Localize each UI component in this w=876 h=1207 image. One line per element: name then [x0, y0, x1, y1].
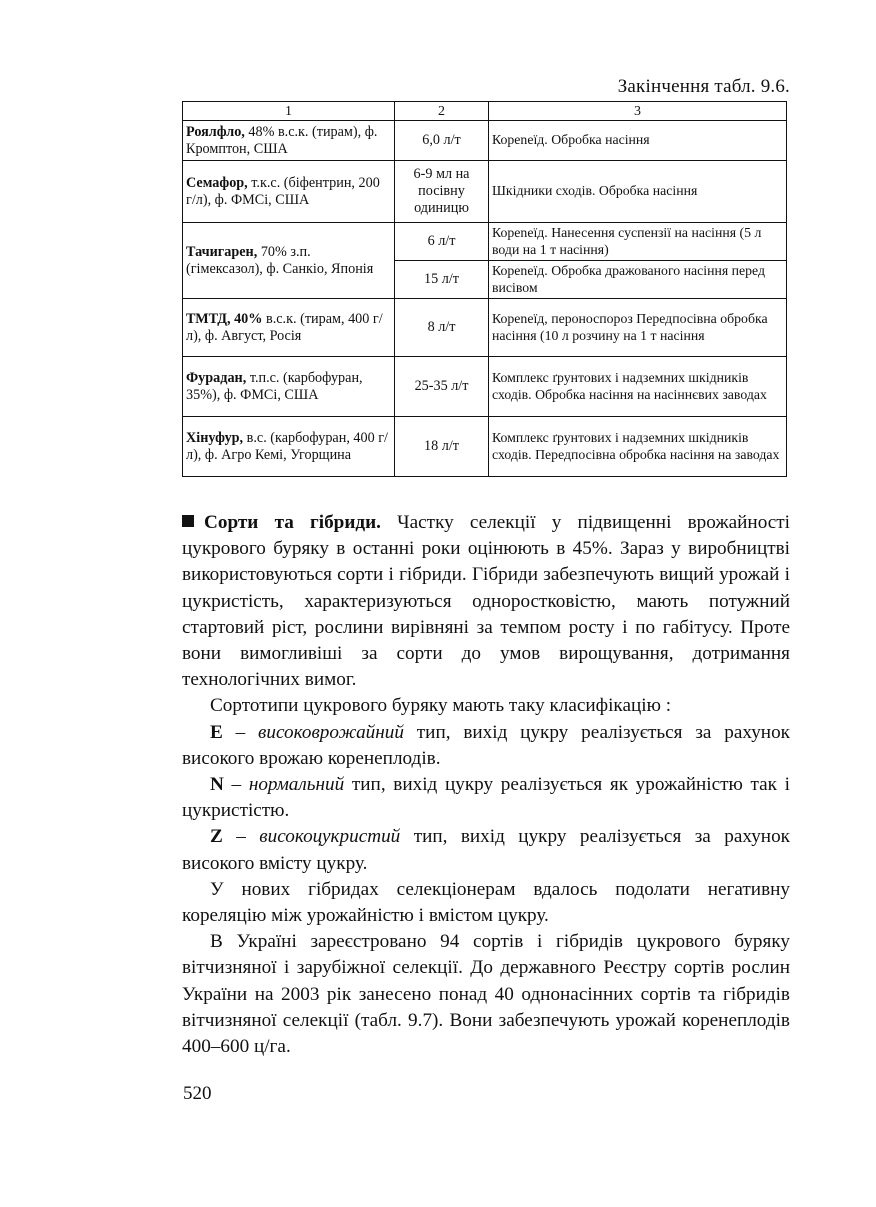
body-text [182, 510, 790, 1060]
purpose-cell: Шкідники сходів. Обробка насіння [489, 161, 787, 223]
product-name-cell: Роялфло, 48% в.с.к. (тирам), ф. Кромптон, США [183, 121, 395, 161]
page-number: 520 [183, 1083, 212, 1104]
rate-cell: 8 л/т [395, 299, 489, 357]
purpose-cell: Кореneїд. Обробка дражованого насіння перед висівом [489, 261, 787, 299]
table-row [183, 121, 787, 161]
purpose-cell: Кореneїд. Обробка насіння [489, 121, 787, 161]
paragraph-type-z: Z – високоцукристий тип, вихід цукру реалізується за рахунок високого вмісту цукру. [182, 826, 790, 874]
rate-cell: 25-35 л/т [395, 357, 489, 417]
column-header: 3 [489, 102, 787, 121]
pesticide-table [182, 101, 787, 477]
table-row [183, 357, 787, 417]
paragraph-type-e: Е – високоврожайний тип, вихід цукру реалізується за рахунок високого врожаю коренеплодів. [182, 721, 790, 769]
table-row [183, 223, 787, 261]
purpose-cell: Кореneїд, пероноспороз Передпосівна обробка насіння (10 л розчину на 1 т насіння [489, 299, 787, 357]
purpose-cell: Кореneїд. Нанесення суспензії на насіння (5 л води на 1 т насіння) [489, 223, 787, 261]
product-name-cell: ТМТД, 40% в.с.к. (тирам, 400 г/л), ф. Август, Росія [183, 299, 395, 357]
product-name-cell: Тачигарен, 70% з.п. (гімексазол), ф. Санкіо, Японія [183, 223, 395, 299]
rate-cell: 6-9 мл на посівну одиницю [395, 161, 489, 223]
table-row [183, 417, 787, 477]
paragraph-type-n: N – нормальний тип, вихід цукру реалізується як урожайністю так і цукристістю. [182, 774, 791, 822]
section-heading: Сорти та гібриди. [204, 512, 381, 533]
purpose-cell: Комплекс ґрунтових і надземних шкідників сходів. Передпосівна обробка насіння на заводах [489, 417, 787, 477]
square-bullet-icon [182, 515, 194, 527]
column-header: 1 [183, 102, 395, 121]
paragraph-registry: В Україні зареєстровано 94 сортів і гібридів цукрового буряку вітчизняної і зарубіжної селекції. До державного Реєстру сортів рослин України на 2003 рік занесено понад 40 однонасінних сортів та гібридів вітчизняної селекції (табл. 9.7). Вони забезпечують урожай коренеплодів 400–600 ц/га. [182, 931, 790, 1058]
product-name-cell: Фурадан, т.п.с. (карбофуран, 35%), ф. ФМСі, США [183, 357, 395, 417]
rate-cell: 18 л/т [395, 417, 489, 477]
table-caption: Закінчення табл. 9.6. [617, 76, 790, 97]
column-header: 2 [395, 102, 489, 121]
purpose-cell: Комплекс ґрунтових і надземних шкідників сходів. Обробка насіння на насіннєвих заводах [489, 357, 787, 417]
product-name-cell: Хінуфур, в.с. (карбофуран, 400 г/л), ф. Агро Кемі, Угорщина [183, 417, 395, 477]
table-header-row [183, 102, 787, 121]
rate-cell: 6,0 л/т [395, 121, 489, 161]
rate-cell: 15 л/т [395, 261, 489, 299]
table-row [183, 161, 787, 223]
product-name-cell: Семафор, т.к.с. (біфентрин, 200 г/л), ф. ФМСі, США [183, 161, 395, 223]
paragraph-hybrids: У нових гібридах селекціонерам вдалось подолати негативну кореляцію між урожайністю і вмістом цукру. [182, 878, 790, 927]
paragraph-varieties: Сорти та гібриди. Частку селекції у підвищенні врожайності цукрового буряку в останні роки оцінюють в 45%. Зараз у виробництві використовуються сорти і гібриди. Гібриди забезпечують вищий урожай і цукристість, характеризуються одноростковістю, мають потужний стартовий ріст, рослини вирівняні за темпом росту і по габітусу. Проте вони вимогливіші за сорти до умов вирощування, дотримання технологічних вимог. [182, 512, 791, 691]
rate-cell: 6 л/т [395, 223, 489, 261]
paragraph-classification: Сортотипи цукрового буряку мають таку класифікацію : [210, 695, 672, 717]
table-row [183, 299, 787, 357]
